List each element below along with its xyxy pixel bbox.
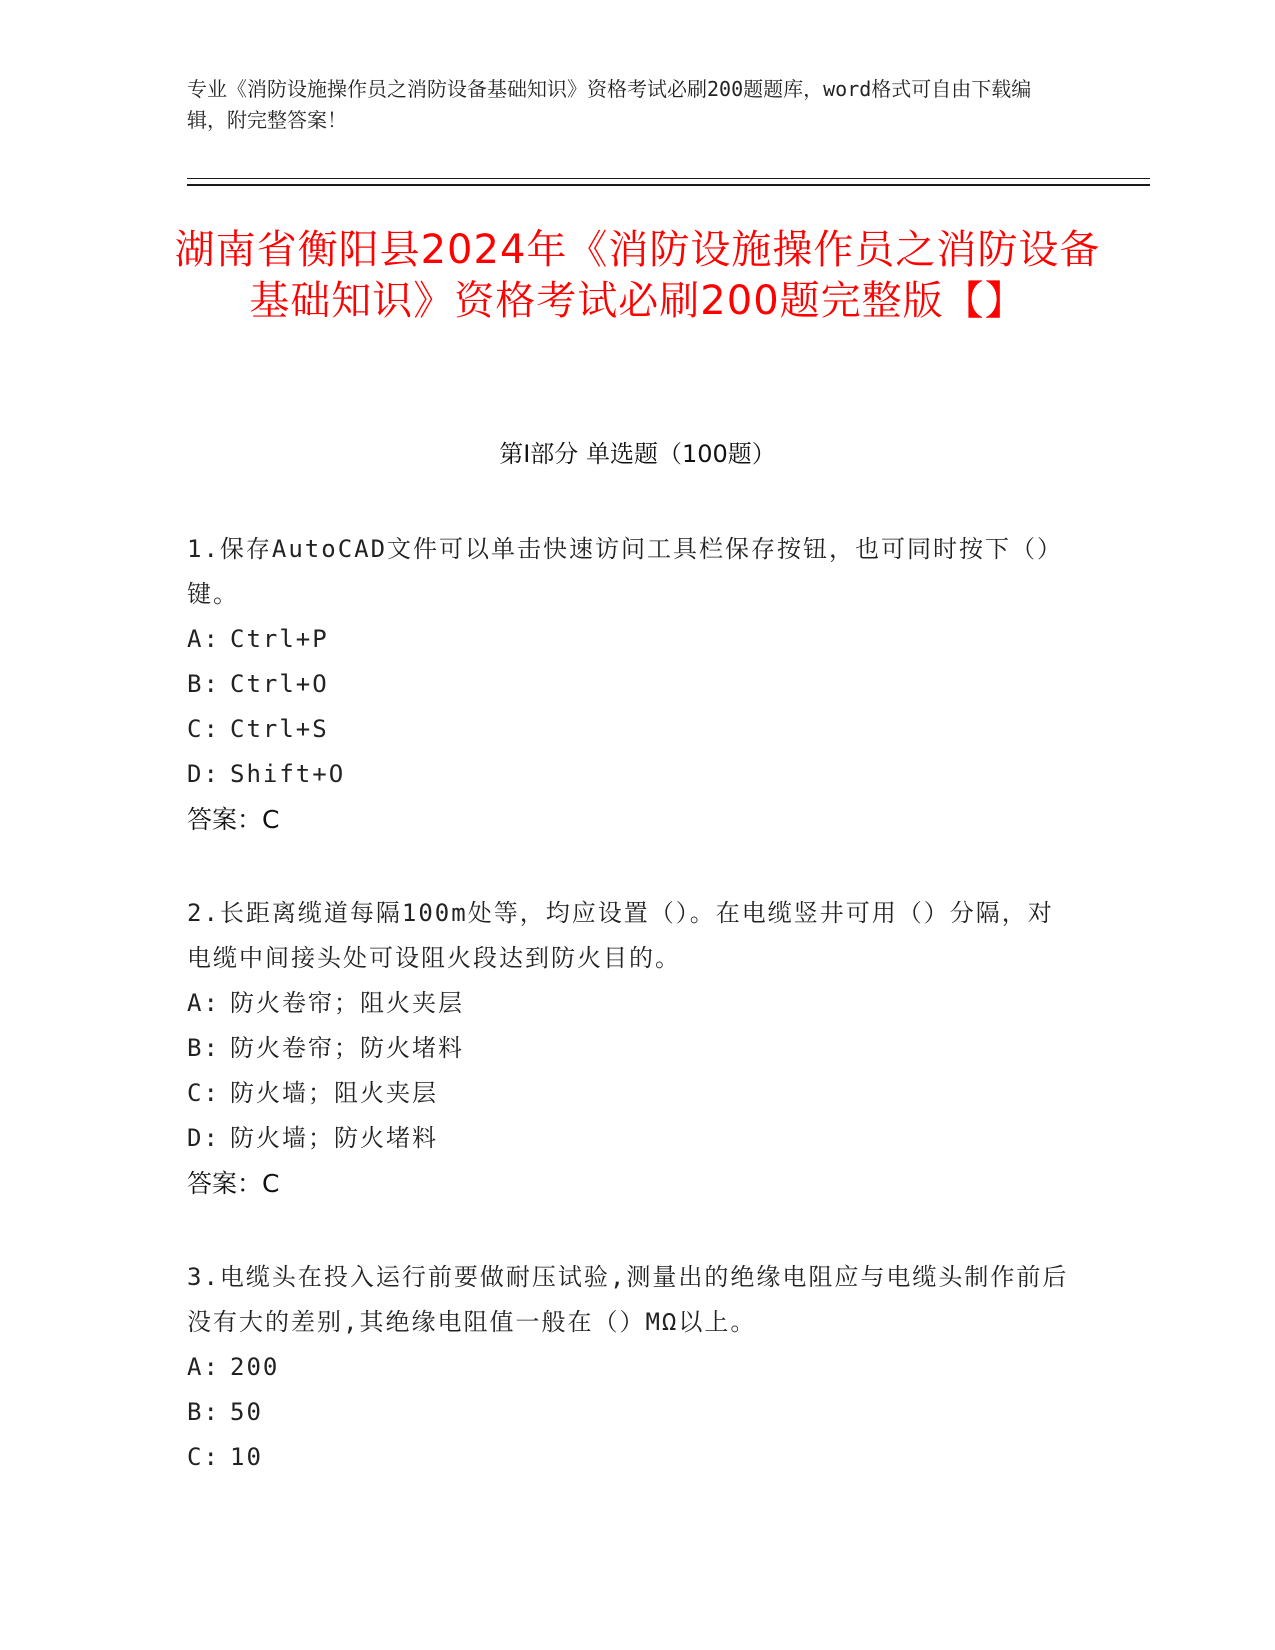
option-a	[187, 1345, 1077, 1390]
question-stem: 1.保存AutoCAD文件可以单击快速访问工具栏保存按钮，也可同时按下（）键。	[187, 535, 1064, 608]
option-text: 200	[230, 1353, 280, 1381]
option-text: Ctrl+O	[230, 670, 329, 698]
option-letter: D:	[187, 1124, 220, 1152]
section-title: 第I部分 单选题（100题）	[499, 440, 776, 468]
option-c	[187, 707, 1077, 752]
option-letter: C:	[187, 1079, 220, 1107]
header-note: 专业《消防设施操作员之消防设备基础知识》资格考试必刷200题题库，word格式可自由下载编辑，附完整答案！	[187, 77, 1032, 132]
option-c	[187, 1435, 1077, 1480]
option-a	[187, 617, 1077, 662]
option-letter: C:	[187, 1443, 220, 1471]
option-text: Shift+O	[230, 760, 346, 788]
option-letter: D:	[187, 760, 220, 788]
question-item	[187, 891, 1077, 1206]
option-letter: A:	[187, 989, 220, 1017]
option-text: Ctrl+P	[230, 625, 329, 653]
question-stem: 3.电缆头在投入运行前要做耐压试验,测量出的绝缘电阻应与电缆头制作前后没有大的差别,其绝缘电阻值一般在（）MΩ以上。	[187, 1263, 1069, 1336]
option-text: 防火卷帘；阻火夹层	[230, 989, 464, 1017]
question-stem: 2.长距离缆道每隔100m处等，均应设置（）。在电缆竖井可用（）分隔，对电缆中间接头处可设阻火段达到防火目的。	[187, 899, 1054, 972]
option-letter: B:	[187, 1034, 220, 1062]
question-item	[187, 527, 1077, 842]
header-divider-thick	[187, 184, 1150, 186]
option-b	[187, 662, 1077, 707]
question-list	[187, 527, 1077, 1529]
option-text: 防火墙；阻火夹层	[230, 1079, 438, 1107]
option-d	[187, 752, 1077, 797]
option-text: Ctrl+S	[230, 715, 329, 743]
option-letter: C:	[187, 715, 220, 743]
option-letter: B:	[187, 1398, 220, 1426]
option-c	[187, 1071, 1077, 1116]
option-b	[187, 1026, 1077, 1071]
option-text: 10	[230, 1443, 263, 1471]
question-item	[187, 1255, 1077, 1480]
option-letter: B:	[187, 670, 220, 698]
option-a	[187, 981, 1077, 1026]
option-letter: A:	[187, 625, 220, 653]
header-divider-thin	[187, 178, 1150, 179]
option-b	[187, 1390, 1077, 1435]
answer-line: 答案：C	[187, 1169, 280, 1198]
option-d	[187, 1116, 1077, 1161]
option-text: 50	[230, 1398, 263, 1426]
option-text: 防火墙；防火堵料	[230, 1124, 438, 1152]
option-letter: A:	[187, 1353, 220, 1381]
document-title: 湖南省衡阳县2024年《消防设施操作员之消防设备基础知识》资格考试必刷200题完整版【】	[174, 227, 1101, 324]
option-text: 防火卷帘；防火堵料	[230, 1034, 464, 1062]
answer-line: 答案：C	[187, 805, 280, 834]
